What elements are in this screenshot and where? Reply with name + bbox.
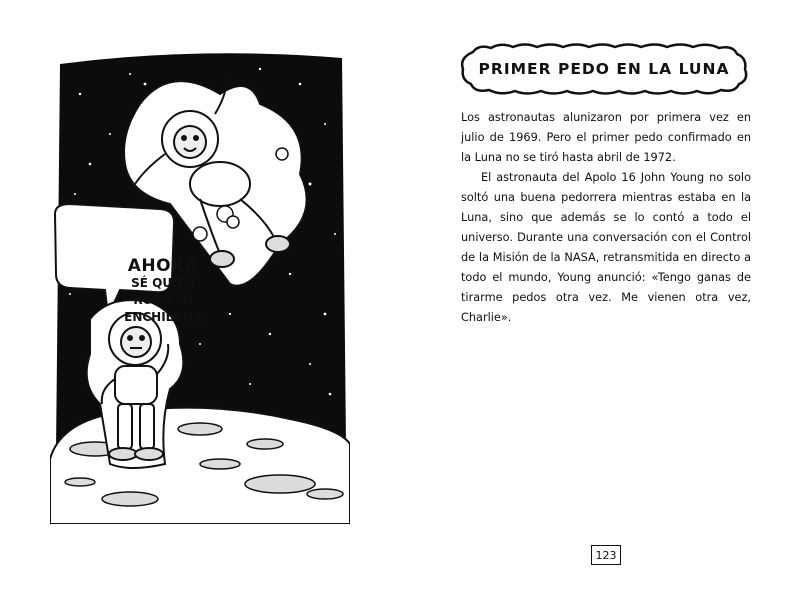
- chapter-title: PRIMER PEDO EN LA LUNA: [478, 60, 730, 78]
- speech-line-4: ENCHILADA: [124, 310, 202, 324]
- speech-line-2: SÉ QUIÉN: [131, 276, 195, 290]
- speech-bubble-text: [108, 258, 218, 326]
- speech-line-3: ROBO MI: [133, 293, 193, 307]
- chapter-title-banner: [455, 42, 753, 96]
- paragraph-2: El astronauta del Apolo 16 John Young no solo soltó una buena pedorrera mientras estaba en la Luna, sino que además se lo contó a todo el universo. Durante una conversación con el Control de la Misión de la NASA, retransmitida en directo a todo el mundo, Young anunció: «Tengo ganas de tirarme pedos otra vez. Me vienen otra vez, Charlie».: [461, 171, 751, 324]
- speech-line-1: AHORA: [127, 256, 199, 276]
- moon-astronauts-illustration: [50, 44, 350, 524]
- paragraph-1: Los astronautas alunizaron por primera vez en julio de 1969. Pero el primer pedo confirmado en la Luna no se tiró hasta abril de 1972.: [461, 111, 751, 164]
- body-text: [461, 108, 751, 328]
- page-number: 123: [591, 545, 621, 565]
